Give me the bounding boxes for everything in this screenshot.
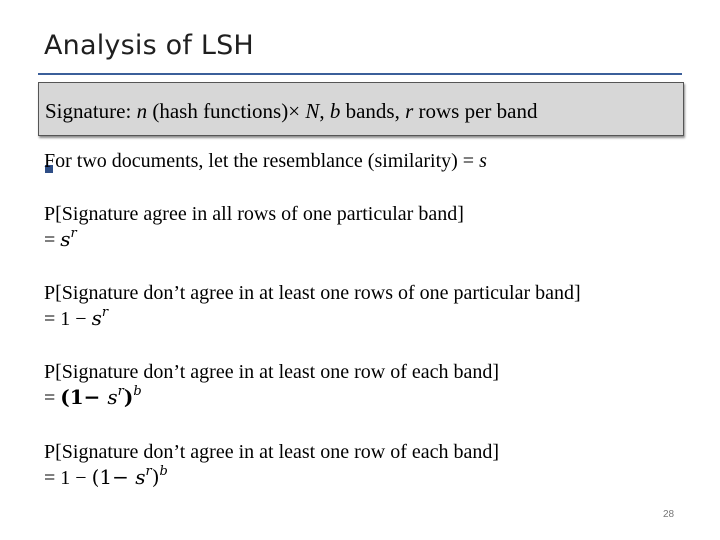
p4-eq: = 1 − xyxy=(44,467,92,489)
p3-formula xyxy=(44,385,142,410)
p3-exp: r xyxy=(117,384,124,399)
signature-mid2: , xyxy=(319,99,330,123)
p3-eq: = xyxy=(44,387,61,409)
signature-mid1: (hash functions)× xyxy=(147,99,306,123)
var-b: b xyxy=(329,99,341,123)
p4-formula xyxy=(44,465,168,490)
p1-base: s xyxy=(60,227,71,251)
resemblance-var: s xyxy=(479,150,487,172)
p3-close: ) xyxy=(123,385,134,409)
p2-exp: r xyxy=(101,305,109,320)
signature-suffix: rows per band xyxy=(413,99,538,123)
p3-open: (1− xyxy=(60,385,108,409)
p1-exp: r xyxy=(70,226,77,241)
p2-base: s xyxy=(91,306,102,330)
var-N: N xyxy=(305,99,320,123)
p4-open: (1− xyxy=(91,465,136,489)
var-r: r xyxy=(405,99,414,123)
signature-prefix: Signature: xyxy=(45,99,137,123)
p2-eq: = 1 − xyxy=(44,308,92,330)
var-n: n xyxy=(136,99,148,123)
resemblance-line xyxy=(44,150,487,173)
p3-outer-exp: b xyxy=(133,384,142,399)
p1-eq: = xyxy=(44,229,61,251)
signature-text xyxy=(45,99,537,124)
p4-outer-exp: b xyxy=(159,464,168,479)
resemblance-text: For two documents, let the resemblance (similarity) = xyxy=(44,150,480,172)
p1-label: P[Signature agree in all rows of one particular band] xyxy=(44,203,464,225)
p3-base: s xyxy=(107,385,118,409)
title-underline xyxy=(38,73,682,75)
p4-base: s xyxy=(135,465,146,489)
p4-close: ) xyxy=(151,465,160,489)
p4-exp: r xyxy=(145,464,152,479)
p3-label: P[Signature don’t agree in at least one row of each band] xyxy=(44,361,500,383)
page-number: 28 xyxy=(663,509,675,520)
signature-mid3: bands, xyxy=(340,99,406,123)
slide-title: Analysis of LSH xyxy=(44,30,254,61)
p1-formula xyxy=(44,227,77,252)
p4-label: P[Signature don’t agree in at least one row of each band] xyxy=(44,441,500,463)
p2-label: P[Signature don’t agree in at least one rows of one particular band] xyxy=(44,282,581,304)
p2-formula xyxy=(44,306,108,331)
signature-box xyxy=(38,82,684,136)
